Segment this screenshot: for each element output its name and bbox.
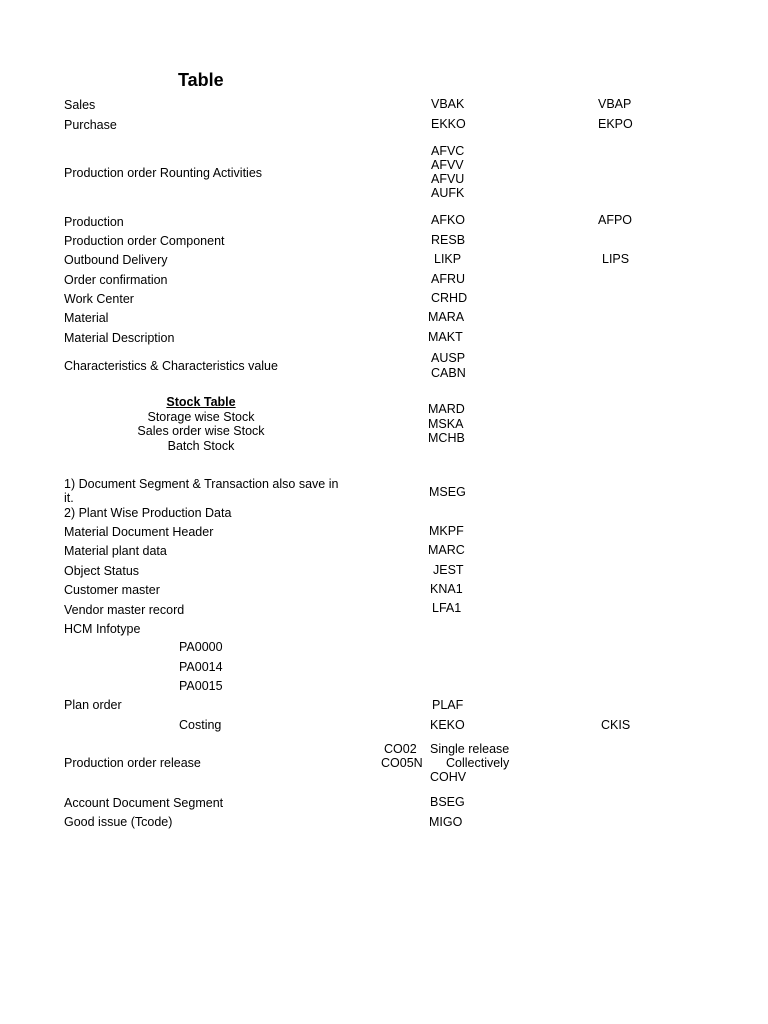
table-code-mchb: MCHB: [428, 431, 465, 445]
table-code-crhd: CRHD: [431, 291, 468, 305]
table-code-vbap: VBAP: [598, 97, 632, 111]
table-code-mska: MSKA: [428, 417, 464, 431]
row-label-purchase: Purchase: [64, 118, 117, 132]
table-code-makt: MAKT: [428, 330, 463, 344]
row-label-production: Production: [64, 215, 124, 229]
row-label-vendor: Vendor master record: [64, 603, 185, 617]
row-label-costing: Costing: [179, 718, 222, 732]
row-label-material-desc: Material Description: [64, 331, 175, 345]
tcode-migo: MIGO: [429, 815, 463, 829]
table-code-ekko: EKKO: [431, 117, 466, 131]
table-code-likp: LIKP: [434, 252, 462, 266]
table-code-lfa1: LFA1: [432, 601, 462, 615]
row-label-prod-component: Production order Component: [64, 234, 225, 248]
table-code-keko: KEKO: [430, 718, 465, 732]
table-code-mara: MARA: [428, 310, 465, 324]
stock-line-sales-order: Sales order wise Stock: [137, 424, 265, 438]
row-label-doc-segment: 1) Document Segment & Transaction also save in it.: [64, 477, 339, 505]
table-code-afvv: AFVV: [431, 158, 464, 172]
tcode-co05n: CO05N: [381, 756, 423, 770]
table-code-afpo: AFPO: [598, 213, 633, 227]
row-label-mat-doc-header: Material Document Header: [64, 525, 214, 539]
table-code-afvc: AFVC: [431, 144, 465, 158]
table-code-cabn: CABN: [431, 366, 466, 380]
row-label-material: Material: [64, 311, 109, 325]
table-code-vbak: VBAK: [431, 97, 465, 111]
row-label-plan-order: Plan order: [64, 698, 122, 712]
hcm-item-pa0014: PA0014: [179, 660, 223, 674]
release-single: Single release: [430, 742, 510, 756]
table-code-resb: RESB: [431, 233, 466, 247]
table-code-afko: AFKO: [431, 213, 466, 227]
row-label-prod-release: Production order release: [64, 756, 201, 770]
table-code-afru: AFRU: [431, 272, 466, 286]
row-label-goods-issue: Good issue (Tcode): [64, 815, 173, 829]
row-label-plant-production: 2) Plant Wise Production Data: [64, 506, 232, 520]
table-code-plaf: PLAF: [432, 698, 464, 712]
table-code-mard: MARD: [428, 402, 465, 416]
row-label-outbound: Outbound Delivery: [64, 253, 168, 267]
row-label-customer: Customer master: [64, 583, 160, 597]
hcm-item-pa0000: PA0000: [179, 640, 223, 654]
table-code-mkpf: MKPF: [429, 524, 464, 538]
page-title: Table: [178, 70, 224, 90]
table-code-aufk: AUFK: [431, 186, 465, 200]
release-collectively: Collectively: [446, 756, 510, 770]
table-code-ekpo: EKPO: [598, 117, 633, 131]
row-label-mat-plant: Material plant data: [64, 544, 167, 558]
table-code-kna1: KNA1: [430, 582, 463, 596]
table-code-jest: JEST: [433, 563, 464, 577]
table-code-marc: MARC: [428, 543, 465, 557]
table-code-ausp: AUSP: [431, 351, 466, 365]
row-label-hcm: HCM Infotype: [64, 622, 141, 636]
row-label-work-center: Work Center: [64, 292, 134, 306]
stock-line-batch: Batch Stock: [167, 439, 235, 453]
row-label-prod-routing: Production order Rounting Activities: [64, 166, 263, 180]
row-label-object-status: Object Status: [64, 564, 140, 578]
stock-line-storage: Storage wise Stock: [147, 410, 255, 424]
stock-table-heading: Stock Table: [166, 395, 236, 409]
table-code-bseg: BSEG: [430, 795, 465, 809]
table-code-ckis: CKIS: [601, 718, 631, 732]
row-label-account-doc: Account Document Segment: [64, 796, 224, 810]
row-label-sales: Sales: [64, 98, 96, 112]
tcode-cohv: COHV: [430, 770, 467, 784]
row-label-characteristics: Characteristics & Characteristics value: [64, 359, 278, 373]
row-label-confirmation: Order confirmation: [64, 273, 168, 287]
table-code-lips: LIPS: [602, 252, 630, 266]
hcm-item-pa0015: PA0015: [179, 679, 223, 693]
table-code-mseg: MSEG: [429, 485, 466, 499]
table-code-afvu: AFVU: [431, 172, 465, 186]
tcode-co02: CO02: [384, 742, 417, 756]
